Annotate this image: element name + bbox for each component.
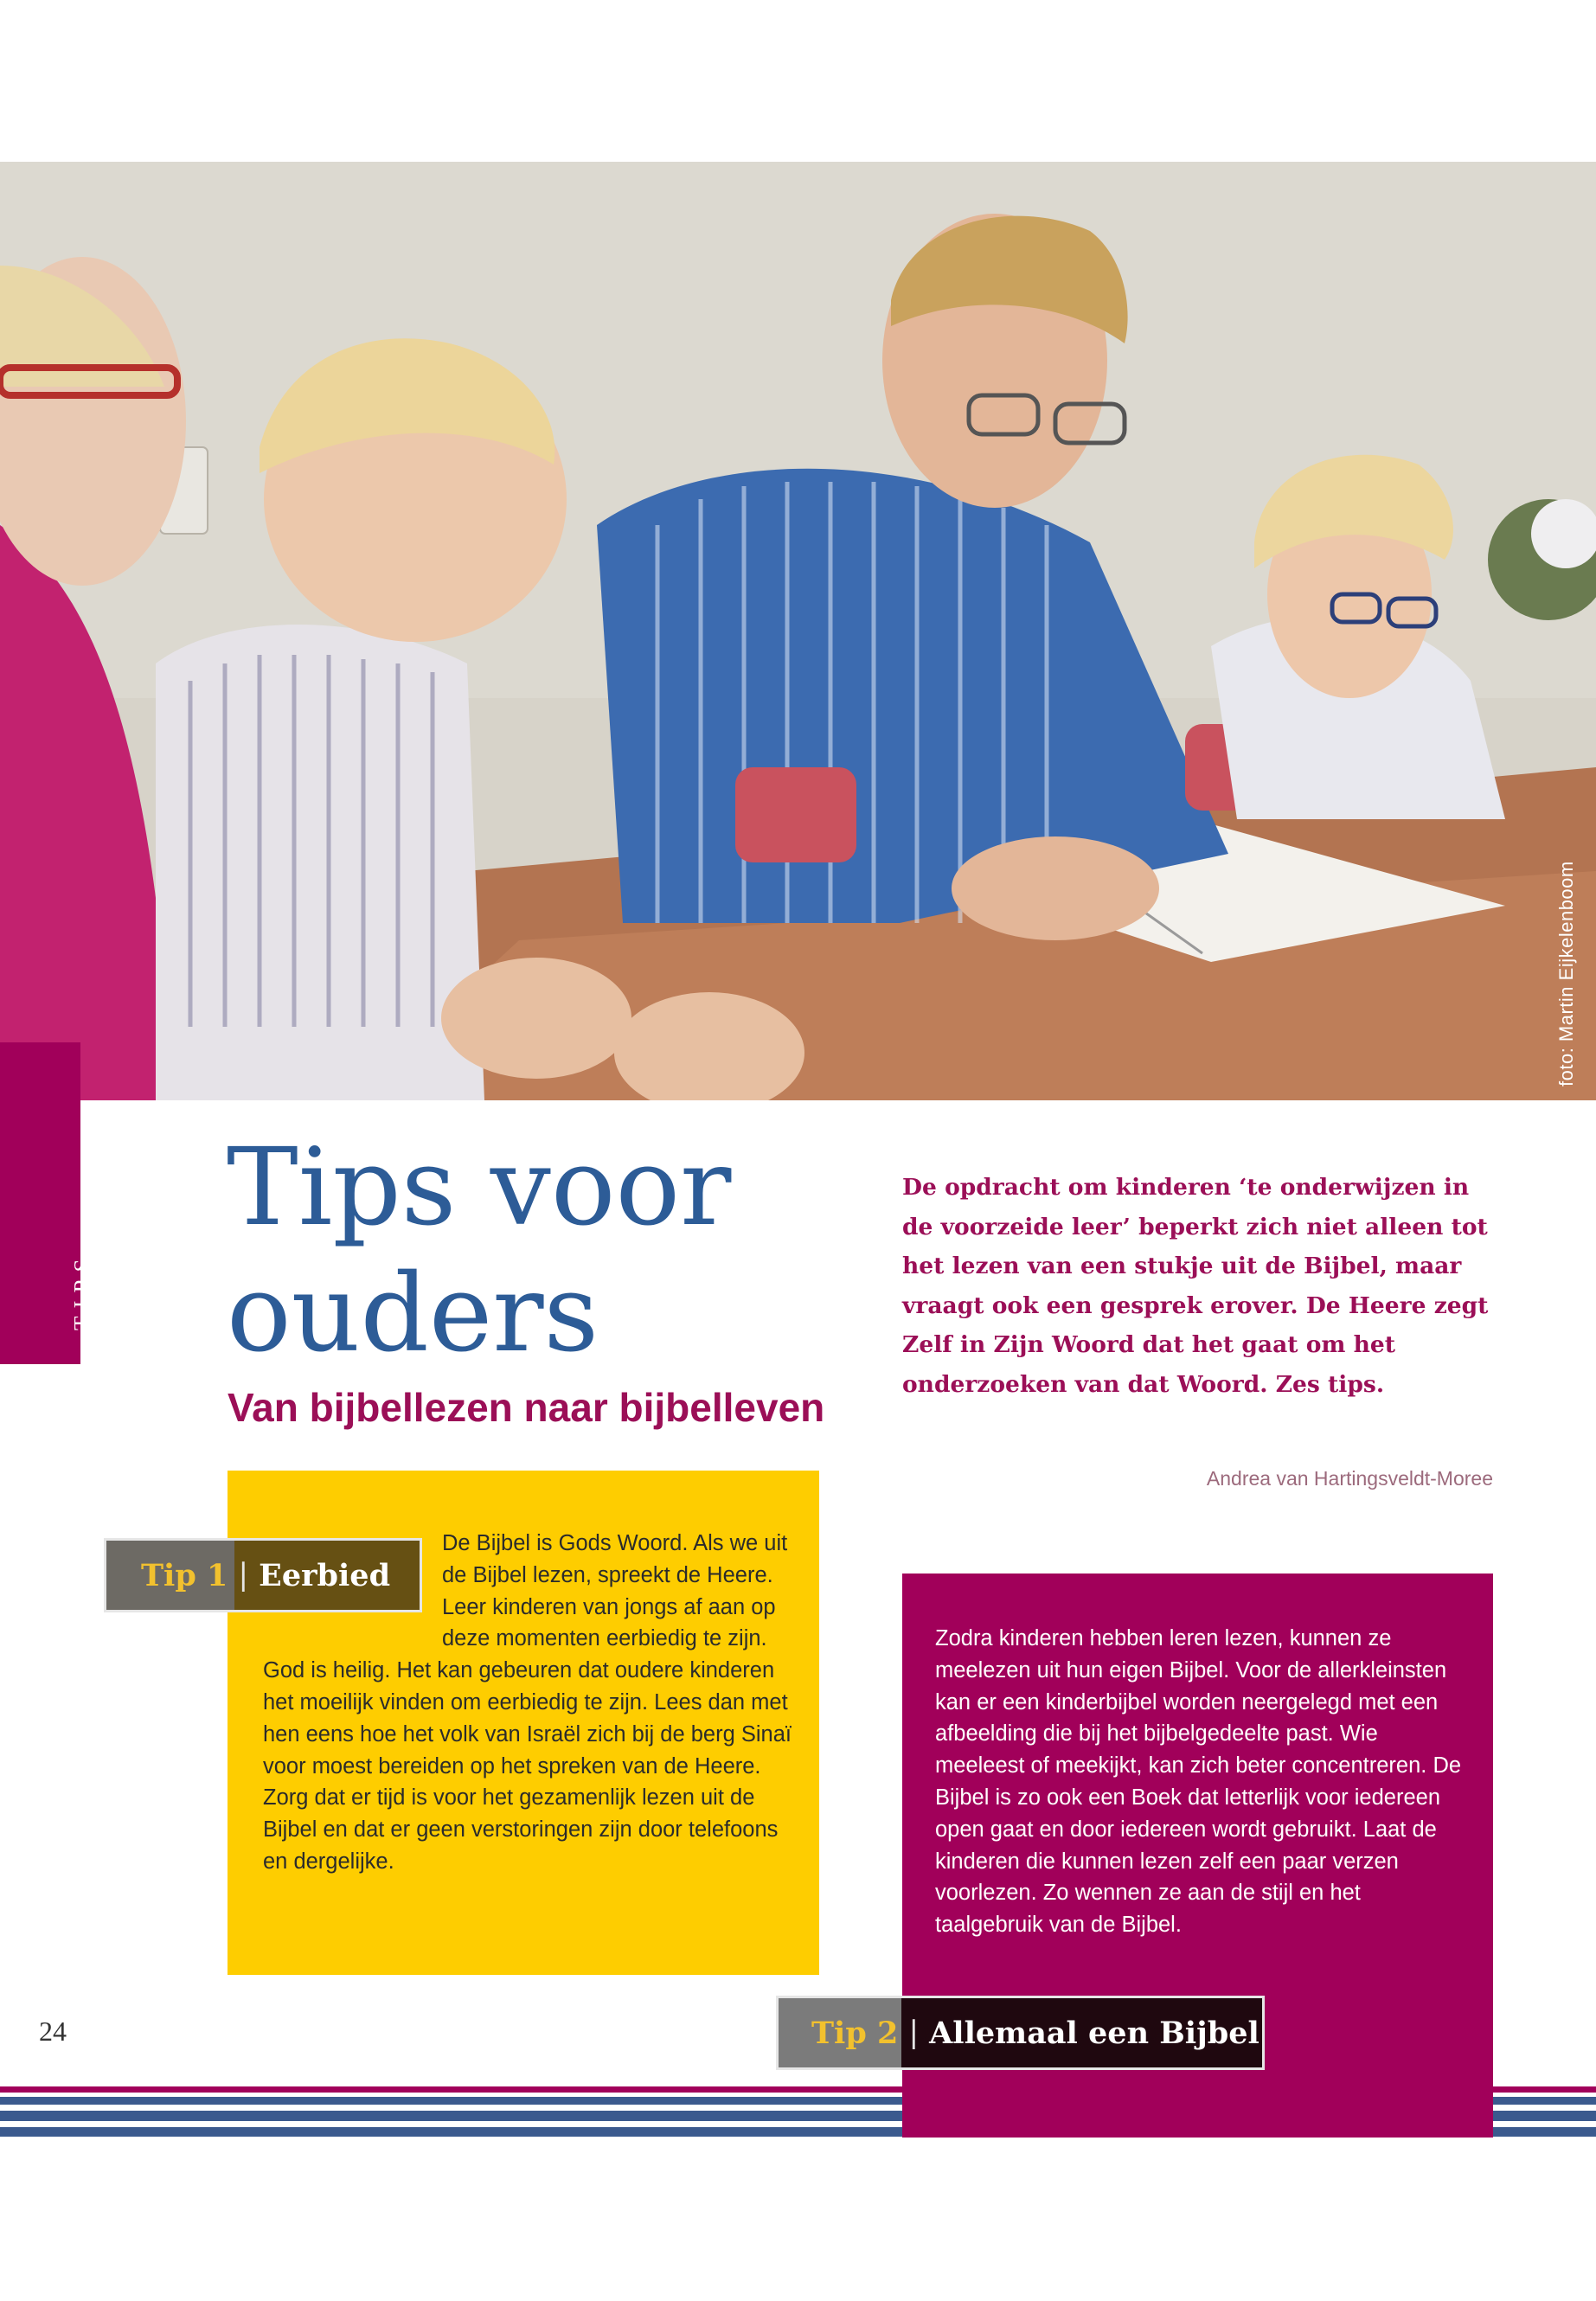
photo-credit: foto: Martin Eijkelenboom bbox=[1555, 861, 1577, 1086]
tip1-separator: | bbox=[238, 1558, 249, 1593]
tip1-heading bbox=[104, 1538, 422, 1612]
intro-paragraph: De opdracht om kinderen ‘te onderwijzen in de voorzeide leer’ beperkt zich niet alleen tot het lezen van een stukje uit de Bijbel, maar vraagt ook een gesprek erover. De Heere zegt Zelf in Zijn Woord dat het gaat om het onderzoeken van dat Woord. Zes tips. bbox=[902, 1174, 1489, 1398]
title-line-1: Tips voor bbox=[227, 1125, 732, 1250]
title-line-2: ouders bbox=[227, 1252, 599, 1376]
tip2-heading bbox=[776, 1996, 1265, 2070]
tip1-title: Eerbied bbox=[259, 1557, 391, 1593]
tip2-panel-overlap bbox=[902, 2080, 1493, 2138]
tip2-title: Allemaal een Bijbel bbox=[929, 2015, 1259, 2051]
article-subtitle: Van bijbellezen naar bijbelleven bbox=[228, 1385, 825, 1430]
tip1-number: Tip 1 bbox=[141, 1557, 228, 1593]
author-byline: Andrea van Hartingsveldt-Moree bbox=[1206, 1467, 1493, 1490]
page-number: 24 bbox=[39, 2016, 67, 2047]
article-title bbox=[227, 1125, 731, 1377]
section-label: TIPS bbox=[69, 1251, 95, 1330]
family-bible-reading-photo bbox=[0, 162, 1596, 1100]
tip2-number: Tip 2 bbox=[811, 2015, 899, 2051]
tip2-body: Zodra kinderen hebben leren lezen, kunnen ze meelezen uit hun eigen Bijbel. Voor de allerkleinsten kan er een kinderbijbel worden neergelegd met een afbeelding die bij het bijbelgedeelte past. Wie meeleest of meekijkt, kan zich beter concentreren. De Bijbel is zo ook een Boek dat letterlijk voor iedereen open gaat en door iedereen wordt gebruikt. Laat de kinderen die kunnen lezen zelf een paar verzen voorlezen. Zo wennen ze aan de stijl en het taalgebruik van de Bijbel. bbox=[935, 1626, 1462, 1938]
tip2-separator: | bbox=[908, 2016, 920, 2050]
photo-illustration bbox=[0, 162, 1596, 1100]
tip1-text: De Bijbel is Gods Woord. Als we uit de Bijbel lezen, spreekt de Heere. Leer kinderen van jongs af aan op deze momenten eerbiedig te zijn. God is heilig. Het kan gebeuren dat oudere kinderen het moeilijk vinden om eerbiedig te zijn. Lees dan met hen eens hoe het volk van Israël zich bij de berg Sinaï voor moest bereiden op het spreken van de Heere. Zorg dat er tijd is voor het gezamenlijk lezen uit de Bijbel en dat er geen verstoringen zijn door telefoons en dergelijke. bbox=[263, 1531, 792, 1874]
